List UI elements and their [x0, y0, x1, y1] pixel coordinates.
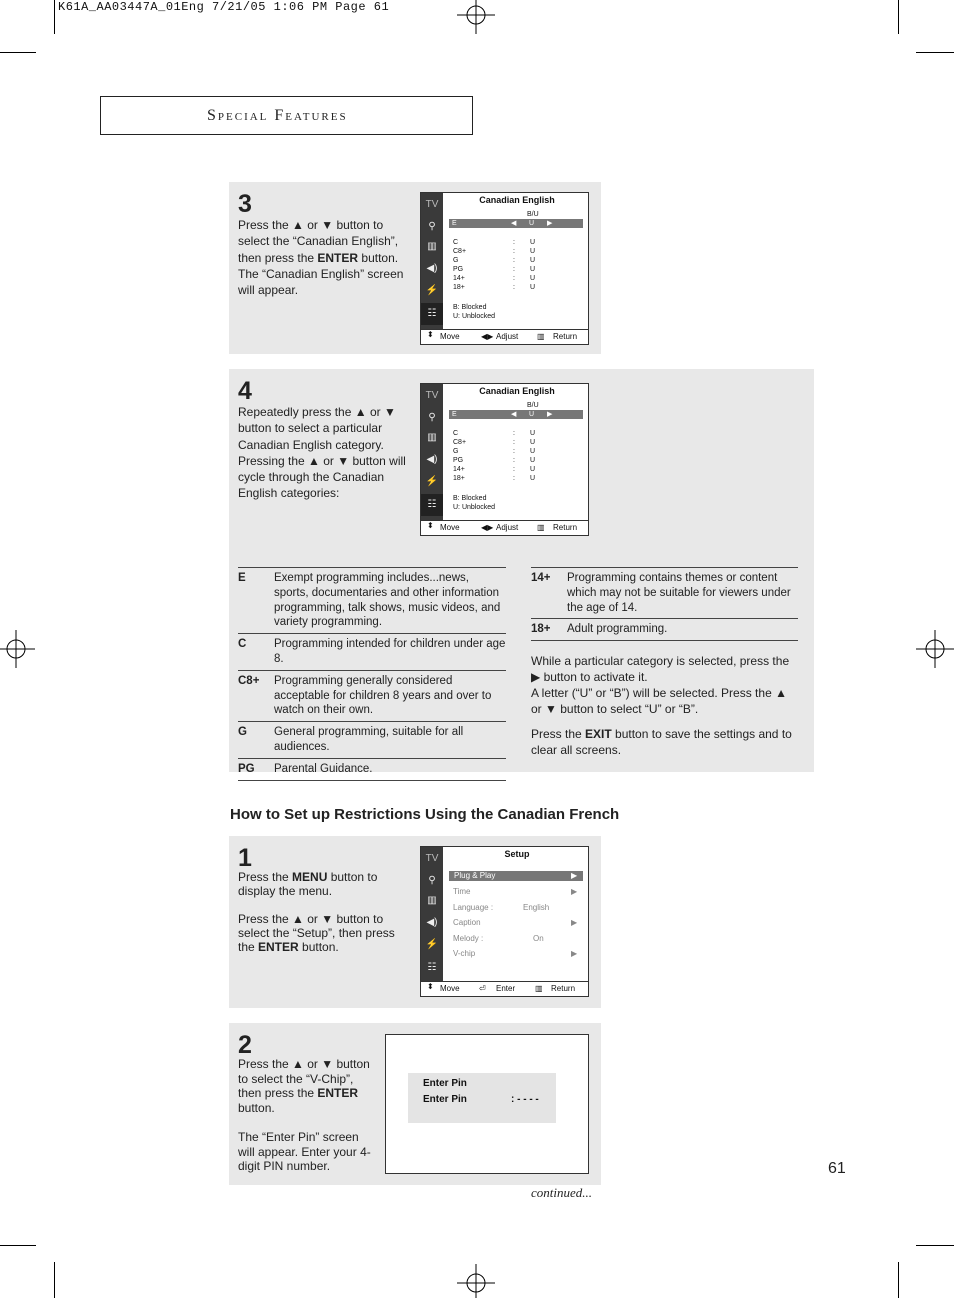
enter-label: Enter — [496, 984, 516, 993]
speaker-icon: ◀) — [426, 454, 438, 465]
canadian-english-osd — [420, 192, 589, 345]
continued-label: continued... — [531, 1185, 593, 1200]
menu-icon: ▥ — [427, 432, 437, 443]
step-1-number: 1 — [238, 844, 252, 872]
osd-row: C : U — [453, 239, 536, 246]
category-row: E Exempt programming includes...news, sports, documentaries and other information programming, talk shows, music videos, and variety programming. — [238, 568, 506, 634]
registration-mark-icon — [457, 0, 495, 34]
osd-title: Canadian English — [479, 195, 555, 205]
antenna-icon: ⚡ — [425, 939, 439, 950]
section-header — [100, 96, 473, 135]
category-table-right — [531, 567, 798, 641]
osd-title: Setup — [504, 849, 530, 859]
move-label: Move — [440, 523, 460, 532]
category-row: PG Parental Guidance. — [238, 759, 506, 781]
osd-selected-row — [449, 219, 583, 228]
registration-mark-icon — [457, 1264, 495, 1298]
osd-row: C : U — [453, 430, 536, 437]
crop-mark — [54, 1262, 55, 1298]
osd-bu-header: B/U — [527, 402, 539, 409]
left-arrow-icon: ◀ — [511, 411, 517, 418]
osd-row: 14+ : U — [453, 275, 536, 282]
setup-selected-row: Plug & Play ▶ — [449, 871, 583, 881]
enter-pin-screen — [385, 1034, 589, 1174]
selected-value: U — [529, 411, 535, 418]
move-icon: ⬍ — [427, 330, 434, 339]
right-arrow-icon: ▶ — [571, 887, 578, 896]
setup-item-language: Language : English — [453, 903, 550, 912]
speaker-icon: ◀) — [426, 917, 438, 928]
osd-rows — [453, 238, 553, 292]
canadian-french-heading: How to Set up Restrictions Using the Canadian French — [230, 806, 620, 823]
tv-tab-label: TV — [425, 853, 439, 864]
category-row: 14+ Programming contains themes or content which may not be suitable for viewers under the age of 14. — [531, 568, 798, 619]
osd-row: G : U — [453, 257, 536, 264]
crop-mark — [0, 1245, 36, 1246]
crop-mark — [898, 0, 899, 34]
setup-icon: ☷ — [427, 962, 437, 973]
adjust-icon: ◀▶ — [481, 332, 494, 341]
pin-value: : - - - - — [511, 1094, 539, 1105]
note-activate: While a particular category is selected, press the ▶ button to activate it. — [531, 654, 790, 684]
osd-row: PG : U — [453, 266, 536, 273]
category-row: 18+ Adult programming. — [531, 619, 798, 641]
return-icon: ▥ — [537, 332, 545, 341]
antenna-icon: ⚡ — [425, 285, 439, 296]
return-icon: ▥ — [537, 523, 545, 532]
right-arrow-icon: ▶ — [571, 871, 578, 880]
step-4-number: 4 — [238, 377, 252, 405]
return-label: Return — [551, 984, 576, 993]
osd-legend: B: Blocked U: Unblocked — [453, 495, 496, 511]
section-title: Special Features — [207, 107, 348, 124]
step-2-number: 2 — [238, 1031, 252, 1059]
category-row: C8+ Programming generally considered acceptable for children 8 years and over to watch on their own. — [238, 671, 506, 722]
picture-icon: ⚲ — [428, 412, 436, 423]
osd-row: C8+ : U — [453, 439, 536, 446]
right-arrow-icon: ▶ — [547, 411, 553, 418]
registration-mark-icon — [916, 630, 954, 668]
adjust-icon: ◀▶ — [481, 523, 494, 532]
tv-tab-label: TV — [425, 390, 439, 401]
osd-sidebar — [421, 193, 443, 329]
enter-pin-dialog — [408, 1073, 556, 1123]
right-arrow-icon: ▶ — [571, 918, 578, 927]
canadian-english-osd-2 — [420, 383, 589, 536]
selected-label: E — [452, 411, 457, 418]
return-label: Return — [553, 332, 578, 341]
registration-mark-icon — [0, 630, 35, 668]
return-icon: ▥ — [535, 984, 543, 993]
move-icon: ⬍ — [427, 521, 434, 530]
crop-mark — [916, 52, 954, 53]
step-4-text: Repeatedly press the ▲ or ▼ button to select a particular Canadian English category. Pressing the ▲ or ▼ button will cycle through the Canadian English categories: — [238, 405, 406, 501]
tv-tab-label: TV — [425, 199, 439, 210]
crop-mark — [898, 1262, 899, 1298]
osd-footer — [421, 520, 588, 535]
osd-rows — [453, 429, 553, 483]
adjust-label: Adjust — [496, 523, 519, 532]
osd-footer — [421, 981, 588, 996]
osd-row: 14+ : U — [453, 466, 536, 473]
osd-footer — [421, 329, 588, 344]
step-3-text: Press the ▲ or ▼ button to select the “Canadian English”, then press the ENTER button. The “Canadian English” screen will appear. — [238, 218, 404, 298]
page-number: 61 — [828, 1160, 846, 1177]
osd-row: PG : U — [453, 457, 536, 464]
setup-icon: ☷ — [421, 303, 443, 325]
setup-osd — [420, 846, 589, 997]
osd-row: 18+ : U — [453, 284, 536, 291]
enter-icon: ⏎ — [479, 984, 486, 993]
return-label: Return — [553, 523, 578, 532]
step-3-number: 3 — [238, 190, 252, 218]
picture-icon: ⚲ — [428, 221, 436, 232]
menu-icon: ▥ — [427, 241, 437, 252]
category-table-left — [238, 567, 506, 781]
osd-selected-row — [449, 410, 583, 419]
move-label: Move — [440, 984, 460, 993]
pin-title: Enter Pin — [423, 1078, 467, 1089]
setup-item-vchip: V-chip ▶ — [453, 949, 578, 958]
category-row: G General programming, suitable for all audiences. — [238, 722, 506, 759]
move-label: Move — [440, 332, 460, 341]
menu-icon: ▥ — [427, 895, 437, 906]
activation-note — [531, 653, 796, 758]
crop-mark — [0, 52, 36, 53]
left-arrow-icon: ◀ — [511, 220, 517, 227]
printer-slug: K61A_AA03447A_01Eng 7/21/05 1:06 PM Page 61 — [58, 0, 390, 14]
setup-icon: ☷ — [421, 494, 443, 516]
selected-label: E — [452, 220, 457, 227]
step-1-text: Press the MENU button to display the menu. Press the ▲ or ▼ button to select the “Setup”, then press the ENTER button. — [238, 870, 395, 954]
picture-icon: ⚲ — [428, 875, 436, 886]
adjust-label: Adjust — [496, 332, 519, 341]
osd-row: 18+ : U — [453, 475, 536, 482]
osd-row: C8+ : U — [453, 248, 536, 255]
note-exit: Press the EXIT button to save the settings and to clear all screens. — [531, 727, 792, 757]
pin-label: Enter Pin — [423, 1094, 467, 1105]
osd-sidebar — [421, 384, 443, 520]
crop-mark — [54, 0, 55, 34]
move-icon: ⬍ — [427, 982, 434, 991]
selected-value: U — [529, 220, 535, 227]
osd-row: G : U — [453, 448, 536, 455]
right-arrow-icon: ▶ — [547, 220, 553, 227]
right-arrow-icon: ▶ — [571, 949, 578, 958]
osd-legend: B: Blocked U: Unblocked — [453, 304, 496, 320]
setup-item-caption: Caption ▶ — [453, 918, 578, 927]
osd-sidebar — [421, 847, 443, 981]
setup-item-time: Time ▶ — [453, 887, 578, 896]
antenna-icon: ⚡ — [425, 476, 439, 487]
speaker-icon: ◀) — [426, 263, 438, 274]
note-select: A letter (“U” or “B”) will be selected. Press the ▲ or ▼ button to select “U” or “B”. — [531, 686, 787, 716]
crop-mark — [916, 1245, 954, 1246]
osd-bu-header: B/U — [527, 211, 539, 218]
step-2-text: Press the ▲ or ▼ button to select the “V-Chip”, then press the ENTER button. The “Enter Pin” screen will appear. Enter your 4-digit PIN number. — [238, 1057, 371, 1174]
osd-title: Canadian English — [479, 386, 555, 396]
setup-item-melody: Melody : On — [453, 934, 544, 943]
category-row: C Programming intended for children under age 8. — [238, 634, 506, 671]
